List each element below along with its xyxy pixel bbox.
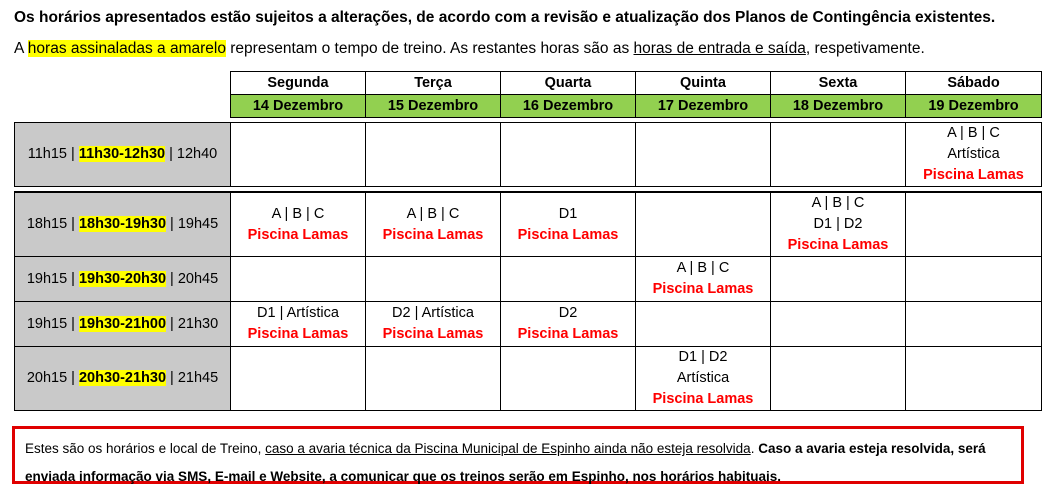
schedule-cell [231, 347, 366, 411]
schedule-cell [231, 123, 366, 187]
schedule-cell [636, 347, 771, 411]
group-label: D1 | D2 [813, 216, 863, 232]
schedule-cell [231, 257, 366, 302]
training-slot: 19h30-21h00 [78, 315, 167, 332]
schedule-row [15, 257, 1042, 302]
group-label: D1 | Artística [257, 305, 339, 321]
schedule-cell [501, 123, 636, 187]
footer-part-4: Caso a avaria esteja resolvida, será enviada informação via SMS, E-mail e Website, a comunicar que os treinos serão em Espinho, nos horários habituais. [25, 441, 986, 484]
legend-highlight: horas assinaladas a amarelo [27, 40, 226, 57]
exit-time: | 21h30 [166, 315, 219, 332]
schedule-cell [636, 192, 771, 257]
schedule-cell [636, 257, 771, 302]
day-header: Sábado [906, 72, 1042, 95]
location-label: Piscina Lamas [923, 167, 1024, 183]
schedule-cell [636, 123, 771, 187]
group-label: A | B | C [676, 260, 730, 276]
schedule-cell [501, 192, 636, 257]
group-label: A | B | C [406, 205, 460, 222]
schedule-cell [906, 123, 1042, 187]
location-label: Piscina Lamas [247, 226, 349, 243]
location-label: Piscina Lamas [382, 226, 484, 243]
corner-blank [15, 95, 231, 118]
group-label: Artística [676, 370, 730, 386]
schedule-row [15, 347, 1042, 411]
group-label: Artística [947, 146, 1000, 162]
day-header-row [15, 72, 1042, 95]
schedule-cell [501, 257, 636, 302]
schedule-row [15, 123, 1042, 187]
schedule-cell [231, 192, 366, 257]
time-cell [15, 302, 231, 347]
schedule-cell [231, 302, 366, 347]
group-label: D1 [558, 205, 578, 222]
day-header: Segunda [231, 72, 366, 95]
training-slot: 20h30-21h30 [78, 370, 167, 386]
training-slot: 18h30-19h30 [78, 216, 167, 232]
schedule-cell [366, 123, 501, 187]
exit-time: | 20h45 [166, 270, 219, 287]
group-label: A | B | C [947, 125, 1000, 141]
schedule-cell [771, 123, 906, 187]
schedule-cell [771, 192, 906, 257]
date-header: 14 Dezembro [231, 95, 366, 118]
legend-middle: representam o tempo de treino. As restantes horas são as [225, 40, 634, 57]
schedule-cell [366, 257, 501, 302]
date-header-row [15, 95, 1042, 118]
schedule-cell [366, 192, 501, 257]
schedule-row [15, 302, 1042, 347]
legend-suffix: , respetivamente. [805, 40, 925, 57]
entry-time: 20h15 | [26, 370, 79, 386]
schedule-cell [906, 347, 1042, 411]
date-header: 18 Dezembro [771, 95, 906, 118]
day-header: Quarta [501, 72, 636, 95]
entry-time: 19h15 | [26, 270, 79, 287]
location-label: Piscina Lamas [517, 226, 619, 243]
schedule-cell [771, 302, 906, 347]
schedule-cell [366, 302, 501, 347]
exit-time: | 19h45 [166, 216, 219, 232]
time-cell [15, 192, 231, 257]
day-header: Sexta [771, 72, 906, 95]
date-header: 15 Dezembro [366, 95, 501, 118]
location-label: Piscina Lamas [247, 326, 349, 342]
entry-time: 18h15 | [26, 216, 79, 232]
schedule-cell [771, 347, 906, 411]
time-cell [15, 257, 231, 302]
location-label: Piscina Lamas [787, 237, 889, 253]
location-label: Piscina Lamas [382, 326, 484, 342]
schedule-cell [636, 302, 771, 347]
schedule-cell [501, 347, 636, 411]
group-label: A | B | C [811, 195, 865, 211]
group-label: D2 [558, 305, 578, 321]
training-slot: 11h30-12h30 [78, 146, 166, 162]
time-cell [15, 347, 231, 411]
exit-time: | 21h45 [166, 370, 219, 386]
group-label: D2 | Artística [392, 305, 474, 321]
footer-part-1: Estes são os horários e local de Treino, [25, 441, 266, 456]
group-label: A | B | C [271, 205, 325, 222]
schedule-cell [906, 257, 1042, 302]
day-header: Terça [366, 72, 501, 95]
location-label: Piscina Lamas [517, 326, 619, 342]
schedule-cell [501, 302, 636, 347]
day-header: Quinta [636, 72, 771, 95]
entry-time: 11h15 | [27, 146, 79, 162]
date-header: 17 Dezembro [636, 95, 771, 118]
entry-time: 19h15 | [26, 315, 79, 332]
legend-text [14, 40, 925, 58]
date-header: 16 Dezembro [501, 95, 636, 118]
schedule-cell [366, 347, 501, 411]
legend-prefix: A [14, 40, 28, 57]
footer-part-2: caso a avaria técnica da Piscina Municipal de Espinho ainda não esteja resolvida [265, 441, 751, 456]
time-cell [15, 123, 231, 187]
exit-time: | 12h40 [165, 146, 218, 162]
schedule-cell [771, 257, 906, 302]
schedule-cell [906, 302, 1042, 347]
corner-blank [15, 72, 231, 95]
schedule-table [14, 71, 1042, 411]
schedule-cell [906, 192, 1042, 257]
group-label: D1 | D2 [678, 349, 728, 365]
date-header: 19 Dezembro [906, 95, 1042, 118]
footer-part-3: . [750, 441, 759, 456]
location-label: Piscina Lamas [652, 281, 754, 297]
footer-notice [12, 426, 1024, 484]
schedule-row [15, 192, 1042, 257]
location-label: Piscina Lamas [652, 391, 754, 407]
contingency-notice: Os horários apresentados estão sujeitos a alterações, de acordo com a revisão e atualização dos Planos de Contingência existentes. [14, 9, 996, 26]
legend-underlined: horas de entrada e saída [633, 40, 806, 57]
training-slot: 19h30-20h30 [78, 270, 167, 287]
